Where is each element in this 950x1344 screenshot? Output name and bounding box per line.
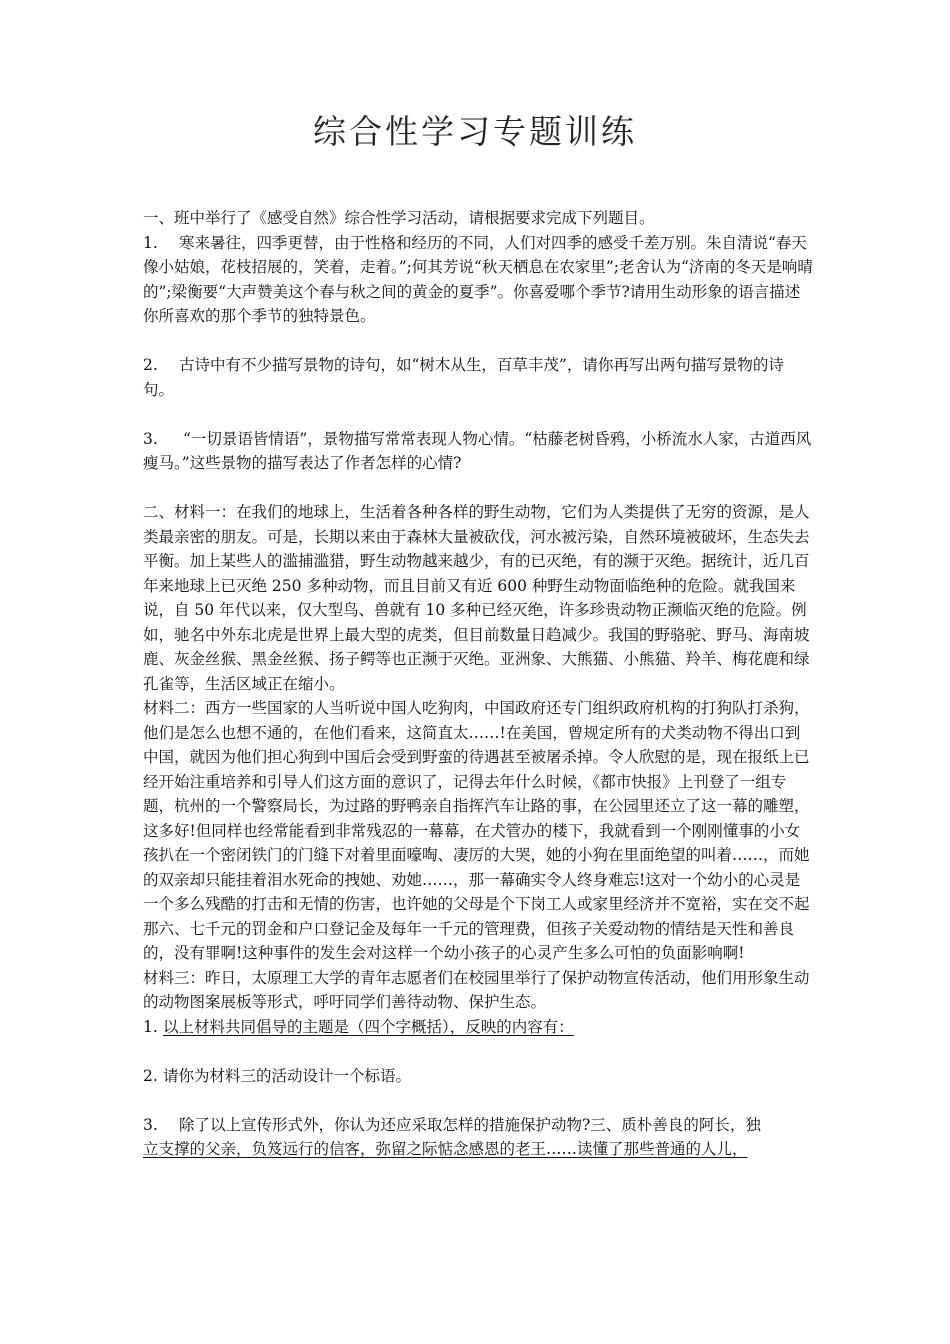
continuation-text: 立支撑的父亲，负笈远行的信客，弥留之际惦念感恩的老王……读懂了那些普通的人儿， [143,1140,748,1158]
section2-material-3: 材料三：昨日，太原理工大学的青年志愿者们在校园里举行了保护动物宣传活动，他们用形象生动的动物图案展板等形式，呼吁同学们善待动物、保护生态。 [143,968,810,1011]
question-number: 2. [143,1066,158,1085]
section2-question-1 [143,1015,813,1040]
page-title: 综合性学习专题训练 [313,112,637,151]
spacer [143,329,813,354]
question-text: 以上材料共同倡导的主题是（四个字概括），反映的内容有： [163,1017,574,1036]
question-number: 2. [143,356,158,374]
question-text: “一切景语皆情语”，景物描写常常表现人物心情。“枯藤老树昏鸦，小桥流水人家，古道西风瘦马。”这些景物的描写表达了作者怎样的心情? [143,429,812,472]
question-text: 古诗中有不少描写景物的诗句，如“树木从生，百草丰茂”，请你再写出两句描写景物的诗句。 [143,356,784,399]
document-body [143,206,813,1162]
question-text: 请你为材料三的活动设计一个标语。 [163,1066,412,1085]
section2-material-1: 二、材料一：在我们的地球上，生活着各种各样的野生动物，它们为人类提供了无穷的资源，是人类最亲密的朋友。可是，长期以来由于森林大量被砍伐，河水被污染，自然环境被破坏，生态失去平衡。加上某些人的滥捕滥猎，野生动物越来越少，有的已灭绝，有的濒于灭绝。据统计，近几百年来地球上已灭绝 250 多种动物，而且目前又有近 600 种野生动物面临绝种的危险。就我国来说，自 50 年代以来，仅大型鸟、兽就有 10 多种已经灭绝，许多珍贵动物正濒临灭绝的危险。例如，驰名中外东北虎是世界上最大型的虎类，但目前数量日趋减少。我国的野骆驼、野马、海南坡鹿、灰金丝猴、黑金丝猴、扬子鳄等也正濒于灭绝。亚洲象、大熊猫、小熊猫、羚羊、梅花鹿和绿孔雀等，生活区域正在缩小。 [143,503,810,693]
section1-intro: 一、班中举行了《感受自然》综合性学习活动，请根据要求完成下列题目。 [143,209,655,227]
question-number: 3. [143,1115,158,1134]
section2-material-2: 材料二：西方一些国家的人当听说中国人吃狗肉，中国政府还专门组织政府机构的打狗队打杀狗，他们是怎么也想不通的，在他们看来，这简直太……!在美国，曾规定所有的犬类动物不得出口到中国，就因为他们担心狗到中国后会受到野蛮的待遇甚至被屠杀掉。令人欣慰的是，现在报纸上已经开始注重培养和引导人们这方面的意识了，记得去年什么时候，《都市快报》上刊登了一组专题，杭州的一个警察局长，为过路的野鸭亲自指挥汽车让路的事，在公园里还立了这一幕的雕塑，这多好!但同样也经常能看到非常残忍的一幕幕，在犬管办的楼下，我就看到一个刚刚懂事的小女孩扒在一个密闭铁门的门缝下对着里面嚎啕、凄厉的大哭，她的小狗在里面绝望的叫着……，而她的双亲却只能挂着泪水死命的拽她、劝她……，那一幕确实令人终身难忘!这对一个幼小的心灵是一个多么残酷的打击和无情的伤害，也许她的父母是个下岗工人或家里经济并不宽裕，实在交不起那六、七千元的罚金和户口登记金及每年一千元的管理费，但孩子关爱动物的情结是天性和善良的，没有罪啊!这种事件的发生会对这样一个幼小孩子的心灵产生多么可怕的负面影响啊! [143,699,810,962]
question-text: 除了以上宣传形式外，你认为还应采取怎样的措施保护动物?三、质朴善良的阿长，独 [179,1115,761,1134]
spacer [143,1088,813,1113]
question-number: 1. [143,233,158,252]
question-text: 寒来暑往，四季更替，由于性格和经历的不同，人们对四季的感受千差万别。朱自清说“春天像小姑娘，花枝招展的，笑着，走着。”;何其芳说“秋天栖息在农家里”;老舍认为“济南的冬天是响晴的”;梁衡要“大声赞美这个春与秋之间的黄金的夏季”。你喜爱哪个季节?请用生动形象的语言描述你所喜欢的那个季节的独特景色。 [143,233,813,325]
section3-continuation [143,1137,813,1162]
spacer [143,402,813,427]
question-number: 3. [143,429,158,448]
section1-question-2 [143,353,813,402]
section1-question-3 [143,427,813,476]
spacer [143,476,813,501]
section1-question-1 [143,231,813,329]
spacer [143,1039,813,1064]
section2-question-2 [143,1064,813,1089]
question-number: 1. [143,1017,158,1036]
section2-question-3 [143,1113,813,1138]
